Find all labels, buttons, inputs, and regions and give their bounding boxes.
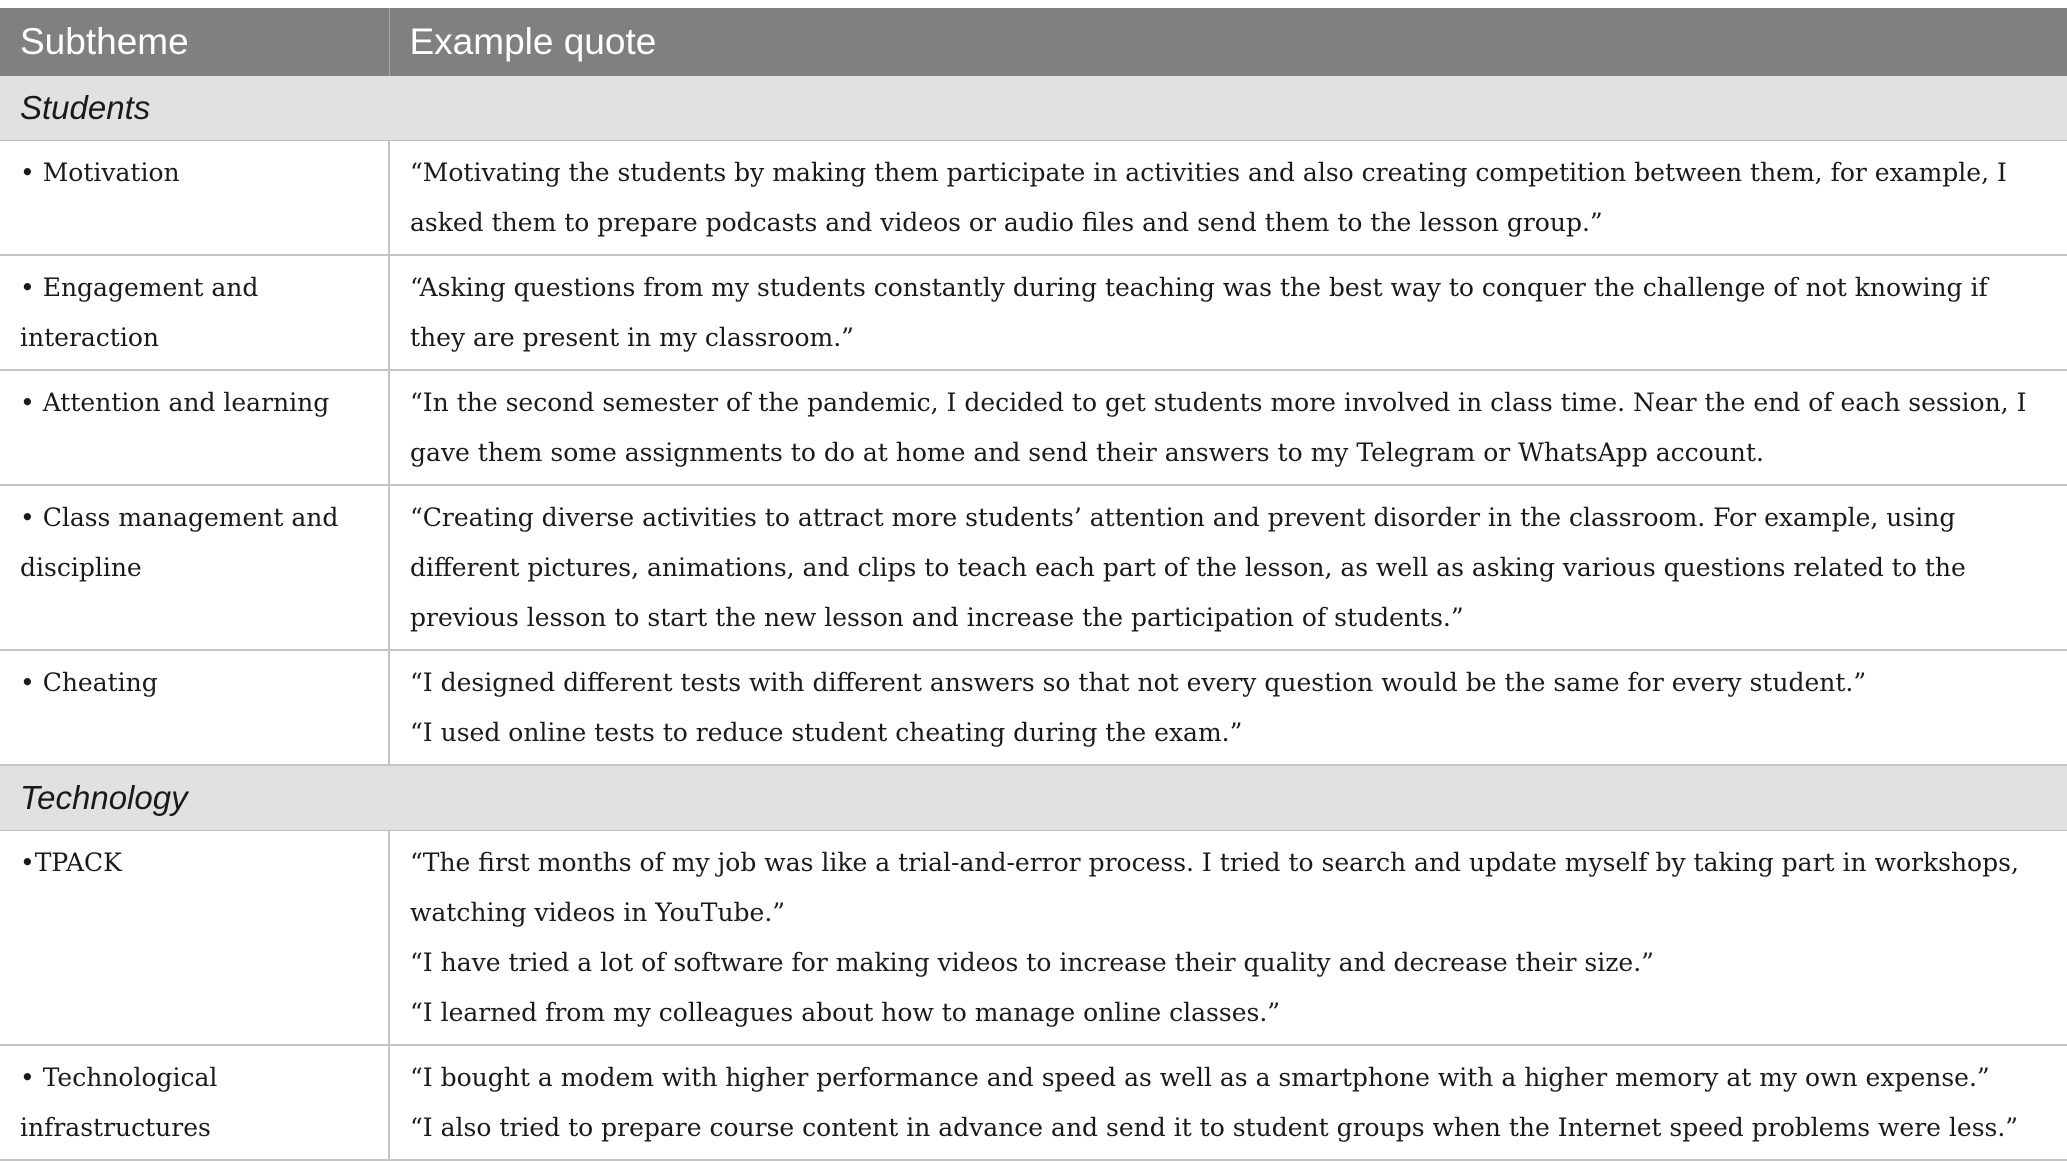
subtheme-cell: • Engagement and interaction bbox=[0, 255, 389, 370]
subtheme-cell: • Cheating bbox=[0, 650, 389, 765]
quote-text: “I have tried a lot of software for making videos to increase their quality and decrease their size.” bbox=[410, 948, 1654, 977]
subtheme-cell: • Motivation bbox=[0, 141, 389, 256]
table-row bbox=[0, 1045, 2067, 1160]
section-title: Technology bbox=[0, 765, 2067, 831]
subtheme-cell: • Attention and learning bbox=[0, 370, 389, 485]
table-row bbox=[0, 650, 2067, 765]
quote-cell bbox=[389, 141, 2067, 256]
quote-text: “Motivating the students by making them participate in activities and also creating competition between them, for example, I asked them to prepare podcasts and videos or audio files and send them to the lesson group.” bbox=[410, 158, 2007, 237]
table-row bbox=[0, 831, 2067, 1046]
section-title: Students bbox=[0, 76, 2067, 141]
quote-cell bbox=[389, 1045, 2067, 1160]
subtheme-cell: • Technological infrastructures bbox=[0, 1045, 389, 1160]
subtheme-cell: •TPACK bbox=[0, 831, 389, 1046]
section-row-technology bbox=[0, 765, 2067, 831]
subtheme-quote-table bbox=[0, 8, 2067, 1161]
quote-text: “Creating diverse activities to attract more students’ attention and prevent disorder in the classroom. For example, using different pictures, animations, and clips to teach each part of the lesson, as well as asking various questions related to the previous lesson to start the new lesson and increase the participation of students.” bbox=[410, 503, 1966, 632]
quote-text: “I designed different tests with different answers so that not every question would be the same for every student.” bbox=[410, 668, 1867, 697]
quote-text: “I bought a modem with higher performance and speed as well as a smartphone with a higher memory at my own expense.” bbox=[410, 1063, 1990, 1092]
quote-text: “I also tried to prepare course content in advance and send it to student groups when the Internet speed problems were less.” bbox=[410, 1113, 2019, 1142]
table-row bbox=[0, 370, 2067, 485]
quote-text: “In the second semester of the pandemic, I decided to get students more involved in class time. Near the end of each session, I gave them some assignments to do at home and send their answers to my Telegram or WhatsApp account. bbox=[410, 388, 2027, 467]
quote-text: “I learned from my colleagues about how to manage online classes.” bbox=[410, 998, 1281, 1027]
table-row bbox=[0, 255, 2067, 370]
table-header-row bbox=[0, 8, 2067, 76]
header-subtheme: Subtheme bbox=[0, 8, 389, 76]
quote-cell bbox=[389, 485, 2067, 650]
quote-text: “I used online tests to reduce student cheating during the exam.” bbox=[410, 718, 1243, 747]
quote-cell bbox=[389, 370, 2067, 485]
header-example-quote: Example quote bbox=[389, 8, 2067, 76]
table-row bbox=[0, 485, 2067, 650]
quote-cell bbox=[389, 650, 2067, 765]
quote-text: “The first months of my job was like a trial-and-error process. I tried to search and update myself by taking part in workshops, watching videos in YouTube.” bbox=[410, 848, 2019, 927]
subtheme-cell: • Class management and discipline bbox=[0, 485, 389, 650]
quote-cell bbox=[389, 255, 2067, 370]
quote-text: “Asking questions from my students constantly during teaching was the best way to conquer the challenge of not knowing if they are present in my classroom.” bbox=[410, 273, 1988, 352]
section-row-students bbox=[0, 76, 2067, 141]
table-row bbox=[0, 141, 2067, 256]
quote-cell bbox=[389, 831, 2067, 1046]
